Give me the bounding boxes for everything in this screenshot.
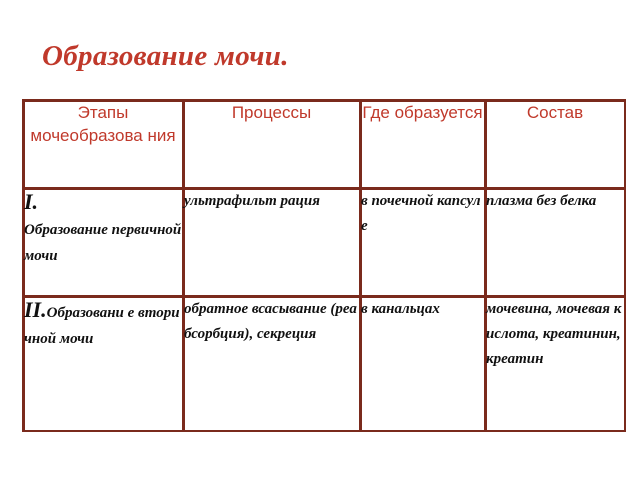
stage-name: Образовани е вторичной мочи xyxy=(24,305,180,347)
location-cell: в канальцах xyxy=(361,297,486,430)
table-row xyxy=(24,189,624,297)
process-cell: ультрафильт рация xyxy=(184,189,361,297)
composition-cell: плазма без белка xyxy=(486,189,624,297)
stage-cell xyxy=(24,297,184,430)
location-cell: в почечной капсуле xyxy=(361,189,486,297)
urine-formation-table xyxy=(22,99,626,432)
stage-number: I. xyxy=(24,189,39,214)
stage-number: II. xyxy=(24,297,47,322)
stage-cell xyxy=(24,189,184,297)
table-row xyxy=(24,297,624,430)
header-processes: Процессы xyxy=(184,101,361,189)
table-header-row xyxy=(24,101,624,189)
composition-cell: мочевина, мочевая кислота, креатинин, креатин xyxy=(486,297,624,430)
process-cell: обратное всасывание (реабсорбция), секреция xyxy=(184,297,361,430)
slide-title: Образование мочи. xyxy=(42,40,289,72)
header-location: Где образуется xyxy=(361,101,486,189)
header-stages: Этапы мочеобразова ния xyxy=(24,101,184,189)
header-composition: Состав xyxy=(486,101,624,189)
stage-name: Образование первичной мочи xyxy=(24,222,182,264)
